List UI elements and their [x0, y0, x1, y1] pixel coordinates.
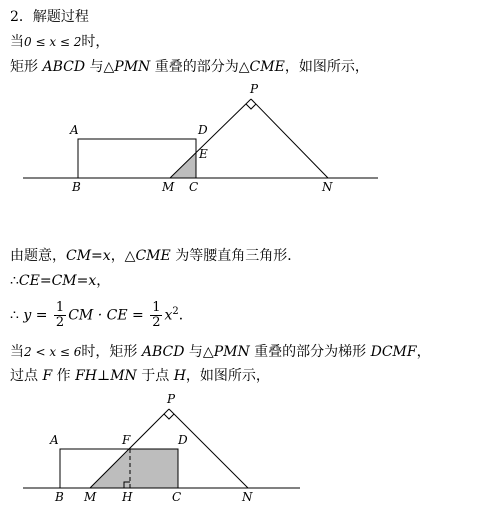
formula-product: CM · CE [68, 307, 128, 324]
case1-tri-name: PMN [114, 59, 151, 75]
case2-cond-math: 2 < x ≤ 6 [24, 345, 82, 359]
formula-period: ． [178, 307, 193, 324]
fig2-label-h: H [122, 490, 133, 504]
case2-trapezoid-name: DCMF [370, 344, 417, 360]
case2-segment-mn: MN [110, 368, 137, 384]
reasoning-ce-eq: CE=CM=x [18, 273, 97, 289]
case1-cond-suffix: 时， [81, 34, 110, 50]
fig2-label-m: M [84, 490, 97, 504]
case2-tri-name: PMN [213, 344, 250, 360]
fig1-label-d: D [198, 123, 208, 137]
case1-text-e: 重叠的部分为△ [154, 59, 250, 75]
case2-l2-a: 过点 [10, 368, 38, 384]
case2-text-i: ， [416, 344, 431, 360]
formula-eq-1: = [31, 307, 52, 324]
reasoning-cm-eq: CM=x [66, 248, 111, 264]
fraction-1-num: 1 [55, 300, 65, 316]
fig2-label-c: C [172, 490, 182, 504]
case2-point-f: F [42, 368, 53, 384]
formula-eq-2: = [127, 307, 149, 324]
fig2-label-n: N [242, 490, 253, 504]
case2-point-h: H [173, 368, 186, 384]
fig2-label-p: P [167, 392, 176, 406]
case1-cond-math: 0 ≤ x ≤ 2 [24, 35, 82, 49]
reasoning-cme: CME [135, 248, 171, 264]
section-title: 2．解题过程 [10, 9, 89, 25]
case1-overlap-name: CME [249, 59, 285, 75]
fig1-label-b: B [72, 180, 81, 194]
case2-text-g: 重叠的部分为梯形 [254, 344, 367, 360]
fig2-overlap-region [90, 449, 178, 488]
formula-x: x [164, 307, 173, 324]
fig2-side-pn [169, 409, 248, 488]
fig1-label-a: A [70, 123, 79, 137]
fig1-label-n: N [322, 180, 333, 194]
case1-text-g: ，如图所示， [284, 59, 369, 75]
case1-text-c: 与△ [89, 59, 115, 75]
case2-text-c: 时，矩形 [81, 344, 138, 360]
fig1-label-m: M [162, 180, 175, 194]
fraction-1-den: 2 [55, 315, 65, 331]
therefore-symbol-2: ∴ [10, 307, 24, 324]
fraction-2-den: 2 [152, 315, 161, 331]
fig2-right-angle-mark [164, 414, 174, 419]
case2-l2-i: ，如图所示， [185, 368, 270, 384]
case1-text-a: 矩形 [10, 59, 38, 75]
fig1-label-c: C [189, 180, 199, 194]
case2-l2-g: 于点 [141, 368, 170, 384]
fig1-label-e: E [199, 147, 208, 161]
case2-rect-name: ABCD [141, 344, 185, 360]
case1-cond-prefix: 当 [10, 34, 24, 50]
fraction-2-num: 1 [152, 300, 161, 316]
reasoning-text-e: 为等腰直角三角形． [175, 248, 302, 264]
therefore-symbol-1: ∴ [10, 273, 19, 289]
reasoning-comma: ， [96, 273, 111, 289]
case2-perp-symbol: ⊥ [97, 368, 111, 384]
case2-text-e: 与△ [188, 344, 214, 360]
fig2-label-a: A [50, 433, 59, 447]
case2-text-a: 当 [10, 344, 24, 360]
case1-rect-name: ABCD [42, 59, 86, 75]
fig1-label-p: P [250, 82, 259, 96]
reasoning-text-a: 由题意， [10, 248, 66, 264]
reasoning-text-c: ，△ [110, 248, 136, 264]
fig2-label-d: D [178, 433, 188, 447]
formula-y: y [23, 307, 32, 324]
case2-l2-c: 作 [56, 368, 71, 384]
fig2-label-f: F [122, 433, 131, 447]
formula-exponent: 2 [172, 306, 179, 317]
case2-segment-fh: FH [75, 368, 98, 384]
fig2-label-b: B [55, 490, 64, 504]
